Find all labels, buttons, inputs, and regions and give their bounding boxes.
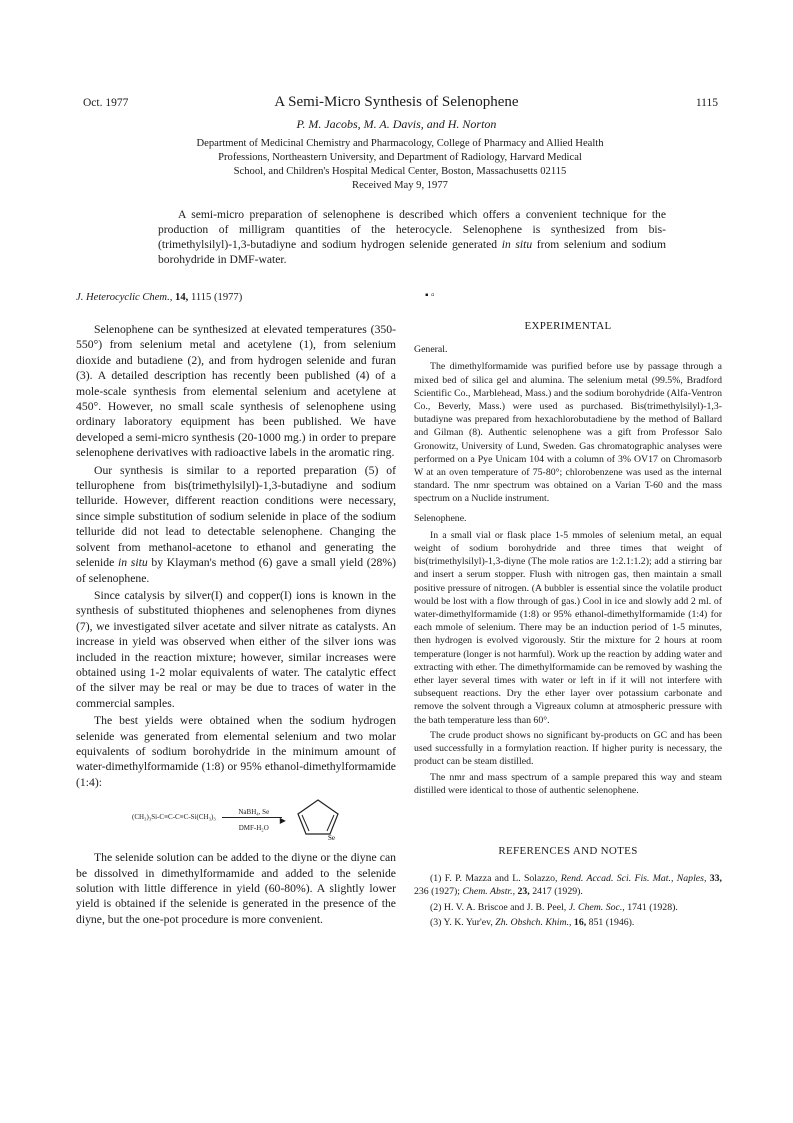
arrow-head-icon: ▶ bbox=[279, 816, 286, 826]
reagent-above: NaBH₄, Se bbox=[238, 808, 270, 817]
arrow-line bbox=[222, 817, 282, 818]
ref-pages: 2417 (1929). bbox=[529, 886, 583, 898]
issue-date: Oct. 1977 bbox=[83, 97, 129, 109]
catalysis-paragraph: Since catalysis by silver(I) and copper(I) ions is known in the synthesis of substituted thiophenes and selenophenes from diynes (7), we investigated silver acetate and silver nitrate as catalysts. An increase in yield was observed when either of the silver ions was included in the reaction mixture; however, similar increases were obtained using 1-2 molar equivalents of water. The catalytic effect of the silver may be real or may be due to traces of water in the commercial samples. bbox=[76, 588, 396, 710]
intro-paragraph: Selenophene can be synthesized at elevated temperatures (350-550°) from selenium metal and acetylene (1), from selenium dioxide and butadiene (2), and from hydrogen selenide and furan (3). A detailed description has recently been published (4) of a mole-scale synthesis from elemental selenium and acetylene at 450°. However, no small scale synthesis of selenophene using ordinary laboratory equipment has been published. We have developed a semi-micro synthesis (20-1000 mg.) in order to prepare selenophene derivatives with radioactive labels in the aromatic ring. bbox=[76, 323, 396, 460]
procedure-note-paragraph: The selenide solution can be added to the diyne or the diyne can be dissolved in dimethylformamide and added to the selenide solution with little difference in yield (60-80%). A slightly lower yield is obtained if the selenide is generated in the presence of the diyne, but the one-pot procedure is more convenient. bbox=[76, 851, 396, 926]
crude-product-paragraph: The crude product shows no significant by-products on GC and has been used successfully in a formylation reaction. If higher purity is necessary, the product can be steam distilled. bbox=[414, 729, 722, 768]
ref-pages: 851 (1946). bbox=[586, 916, 635, 928]
citation-pages: 1115 (1977) bbox=[190, 292, 243, 303]
synthesis-text: Our synthesis is similar to a reported preparation (5) of tellurophene from bis(trimethylsilyl)-1,3-butadiyne and sodium telluride. However, different reaction conditions were necessary, since simple substitution of sodium selenide in place of the sodium telluride did not lead to detectable selenophene. Changing the solvent from methanol-acetone to ethanol and generating the selenide bbox=[76, 463, 396, 570]
ref-journal: J. Chem. Soc., bbox=[568, 901, 625, 913]
selenophene-subheading: Selenophene. bbox=[414, 512, 467, 524]
synthesis-paragraph bbox=[76, 463, 396, 586]
ref-pages: 1741 (1928). bbox=[624, 901, 678, 913]
in-situ-italic: in situ bbox=[118, 556, 148, 570]
reference-item bbox=[414, 901, 722, 914]
ref-authors: (2) H. V. A. Briscoe and J. B. Peel, bbox=[430, 901, 569, 913]
ref-journal: Zh. Obshch. Khim., bbox=[495, 916, 572, 928]
ref-authors: (3) Y. K. Yur'ev, bbox=[430, 916, 496, 928]
nmr-paragraph: The nmr and mass spectrum of a sample prepared this way and steam distilled were identical to those of authentic selenophene. bbox=[414, 771, 722, 796]
selenophene-structure-icon bbox=[292, 796, 344, 840]
reference-item bbox=[414, 872, 722, 898]
ref-pages: 236 (1927); bbox=[414, 886, 463, 898]
reactant-formula: (CH₃)₃Si-C≡C-C≡C-Si(CH₃)₃ bbox=[132, 813, 216, 822]
left-column bbox=[76, 322, 396, 929]
abstract-text: A semi-micro preparation of selenophene is described which offers a convenient technique for the production of milligram quantities of the heterocycle. Selenophene is synthesized from bis-(trimethylsilyl)-1,3-butadiyne and sodium hydrogen selenide generated bbox=[158, 208, 666, 251]
reagent-below: DMF-H₂O bbox=[238, 824, 269, 833]
ref-journal: Chem. Abstr., bbox=[462, 886, 516, 898]
ref-authors: (1) F. P. Mazza and L. Solazzo, bbox=[430, 873, 561, 885]
ref-volume: 16, bbox=[571, 916, 587, 928]
reference-item bbox=[414, 916, 722, 929]
affiliation-block bbox=[140, 137, 660, 193]
abstract bbox=[158, 207, 666, 267]
received-date: Received May 9, 1977 bbox=[352, 180, 448, 191]
general-paragraph: The dimethylformamide was purified before use by passage through a mixed bed of silica gel and alumina. The selenium metal (99.5%, Bradford Scientific Co., Marblehead, Mass.) and the sodium borohydride (Alfa-Ventron Co., Beverly, Mass.) were used as purchased. Bis(trimethylsilyl)-1,3-butadiyne was prepared from hexachlorobutadiene by the method of Ballard and Gilman (8). Authentic selenophene was a gift from Professor Salo Gronowitz, University of Lund, Sweden. Gas chromatographic analyses were performed on a Pye Unicam 104 with a column of 3% OV17 on Chromasorb W at an oven temperature of 75-80°; chlorobenzene was used as the internal standard. The nmr spectrum was obtained on a Varian T-60 and the mass spectrum on a Nuclide instrument. bbox=[414, 361, 722, 505]
reaction-arrow bbox=[222, 803, 286, 833]
affiliation-line: School, and Children's Hospital Medical Center, Boston, Massachusetts 02115 bbox=[233, 166, 567, 177]
print-mark: ▪ ▫ bbox=[425, 290, 435, 301]
affiliation-line: Department of Medicinal Chemistry and Pharmacology, College of Pharmacy and Allied Health bbox=[196, 138, 604, 149]
experimental-heading: EXPERIMENTAL bbox=[524, 320, 612, 332]
synthesis-text-end: by Klayman's method (6) gave a small yield (28%) of selenophene. bbox=[76, 556, 397, 585]
general-subheading: General. bbox=[414, 344, 448, 356]
procedure-paragraph: In a small vial or flask place 1-5 mmoles of selenium metal, an equal weight of sodium borohydride and three times that weight of bis(trimethylsilyl)-1,3-diyne (The mole ratios are 1:2.1:1.2); add a stirring bar and insert a serum stopper. Flush with nitrogen gas, then maintain a small positive pressure of nitrogen. (A bubbler is essential since the volatile product would be lost with a flow through of gas.) Cool in ice and slowly add 2 ml. of water-dimethylformamide (1:8) or 95% ethanol-dimethylformamide (1:4) for each mmole of selenium. There may be an induction period of 1-5 minutes, then hydrogen is evolved vigorously. Stir the mixture for 2 hours at room temperature (longer is not harmful). Work up the reaction by adding water and extracting with ether. The dimethylformamide can be removed by washing the ether layer several times with water or left in if it will not interfere with subsequent reactions. Dry the ether layer over potassium carbonate and remove the solvent through a Vigreaux column at atmospheric pressure with the bath temperature less than 60°. bbox=[414, 529, 722, 726]
reaction-scheme bbox=[76, 794, 396, 842]
yield-paragraph: The best yields were obtained when the sodium hydrogen selenide was generated from elemental selenium and two molar equivalents of sodium borohydride in the minimum amount of water-dimethylformamide (1:8) or 95% ethanol-dimethylformamide (1:4): bbox=[76, 714, 396, 789]
citation-volume: 14, bbox=[175, 292, 189, 303]
article-title: A Semi-Micro Synthesis of Selenophene bbox=[274, 94, 519, 110]
references-heading: REFERENCES AND NOTES bbox=[498, 844, 638, 857]
affiliation-line: Professions, Northeastern University, and Department of Radiology, Harvard Medical bbox=[218, 152, 582, 163]
right-column bbox=[414, 320, 722, 931]
ref-volume: 33, bbox=[706, 873, 722, 885]
ref-volume: 23, bbox=[515, 886, 530, 898]
ref-journal: Rend. Accad. Sci. Fis. Mat., Naples, bbox=[560, 873, 707, 885]
abstract-text-end: from selenium and sodium borohydride in DMF-water. bbox=[158, 238, 666, 266]
page-number: 1115 bbox=[695, 97, 718, 109]
citation-journal: J. Heterocyclic Chem., bbox=[76, 292, 173, 303]
abstract-in-situ: in situ bbox=[501, 238, 533, 251]
heteroatom-label: Se bbox=[327, 834, 335, 841]
journal-citation bbox=[76, 292, 242, 303]
author-list: P. M. Jacobs, M. A. Davis, and H. Norton bbox=[296, 117, 497, 131]
